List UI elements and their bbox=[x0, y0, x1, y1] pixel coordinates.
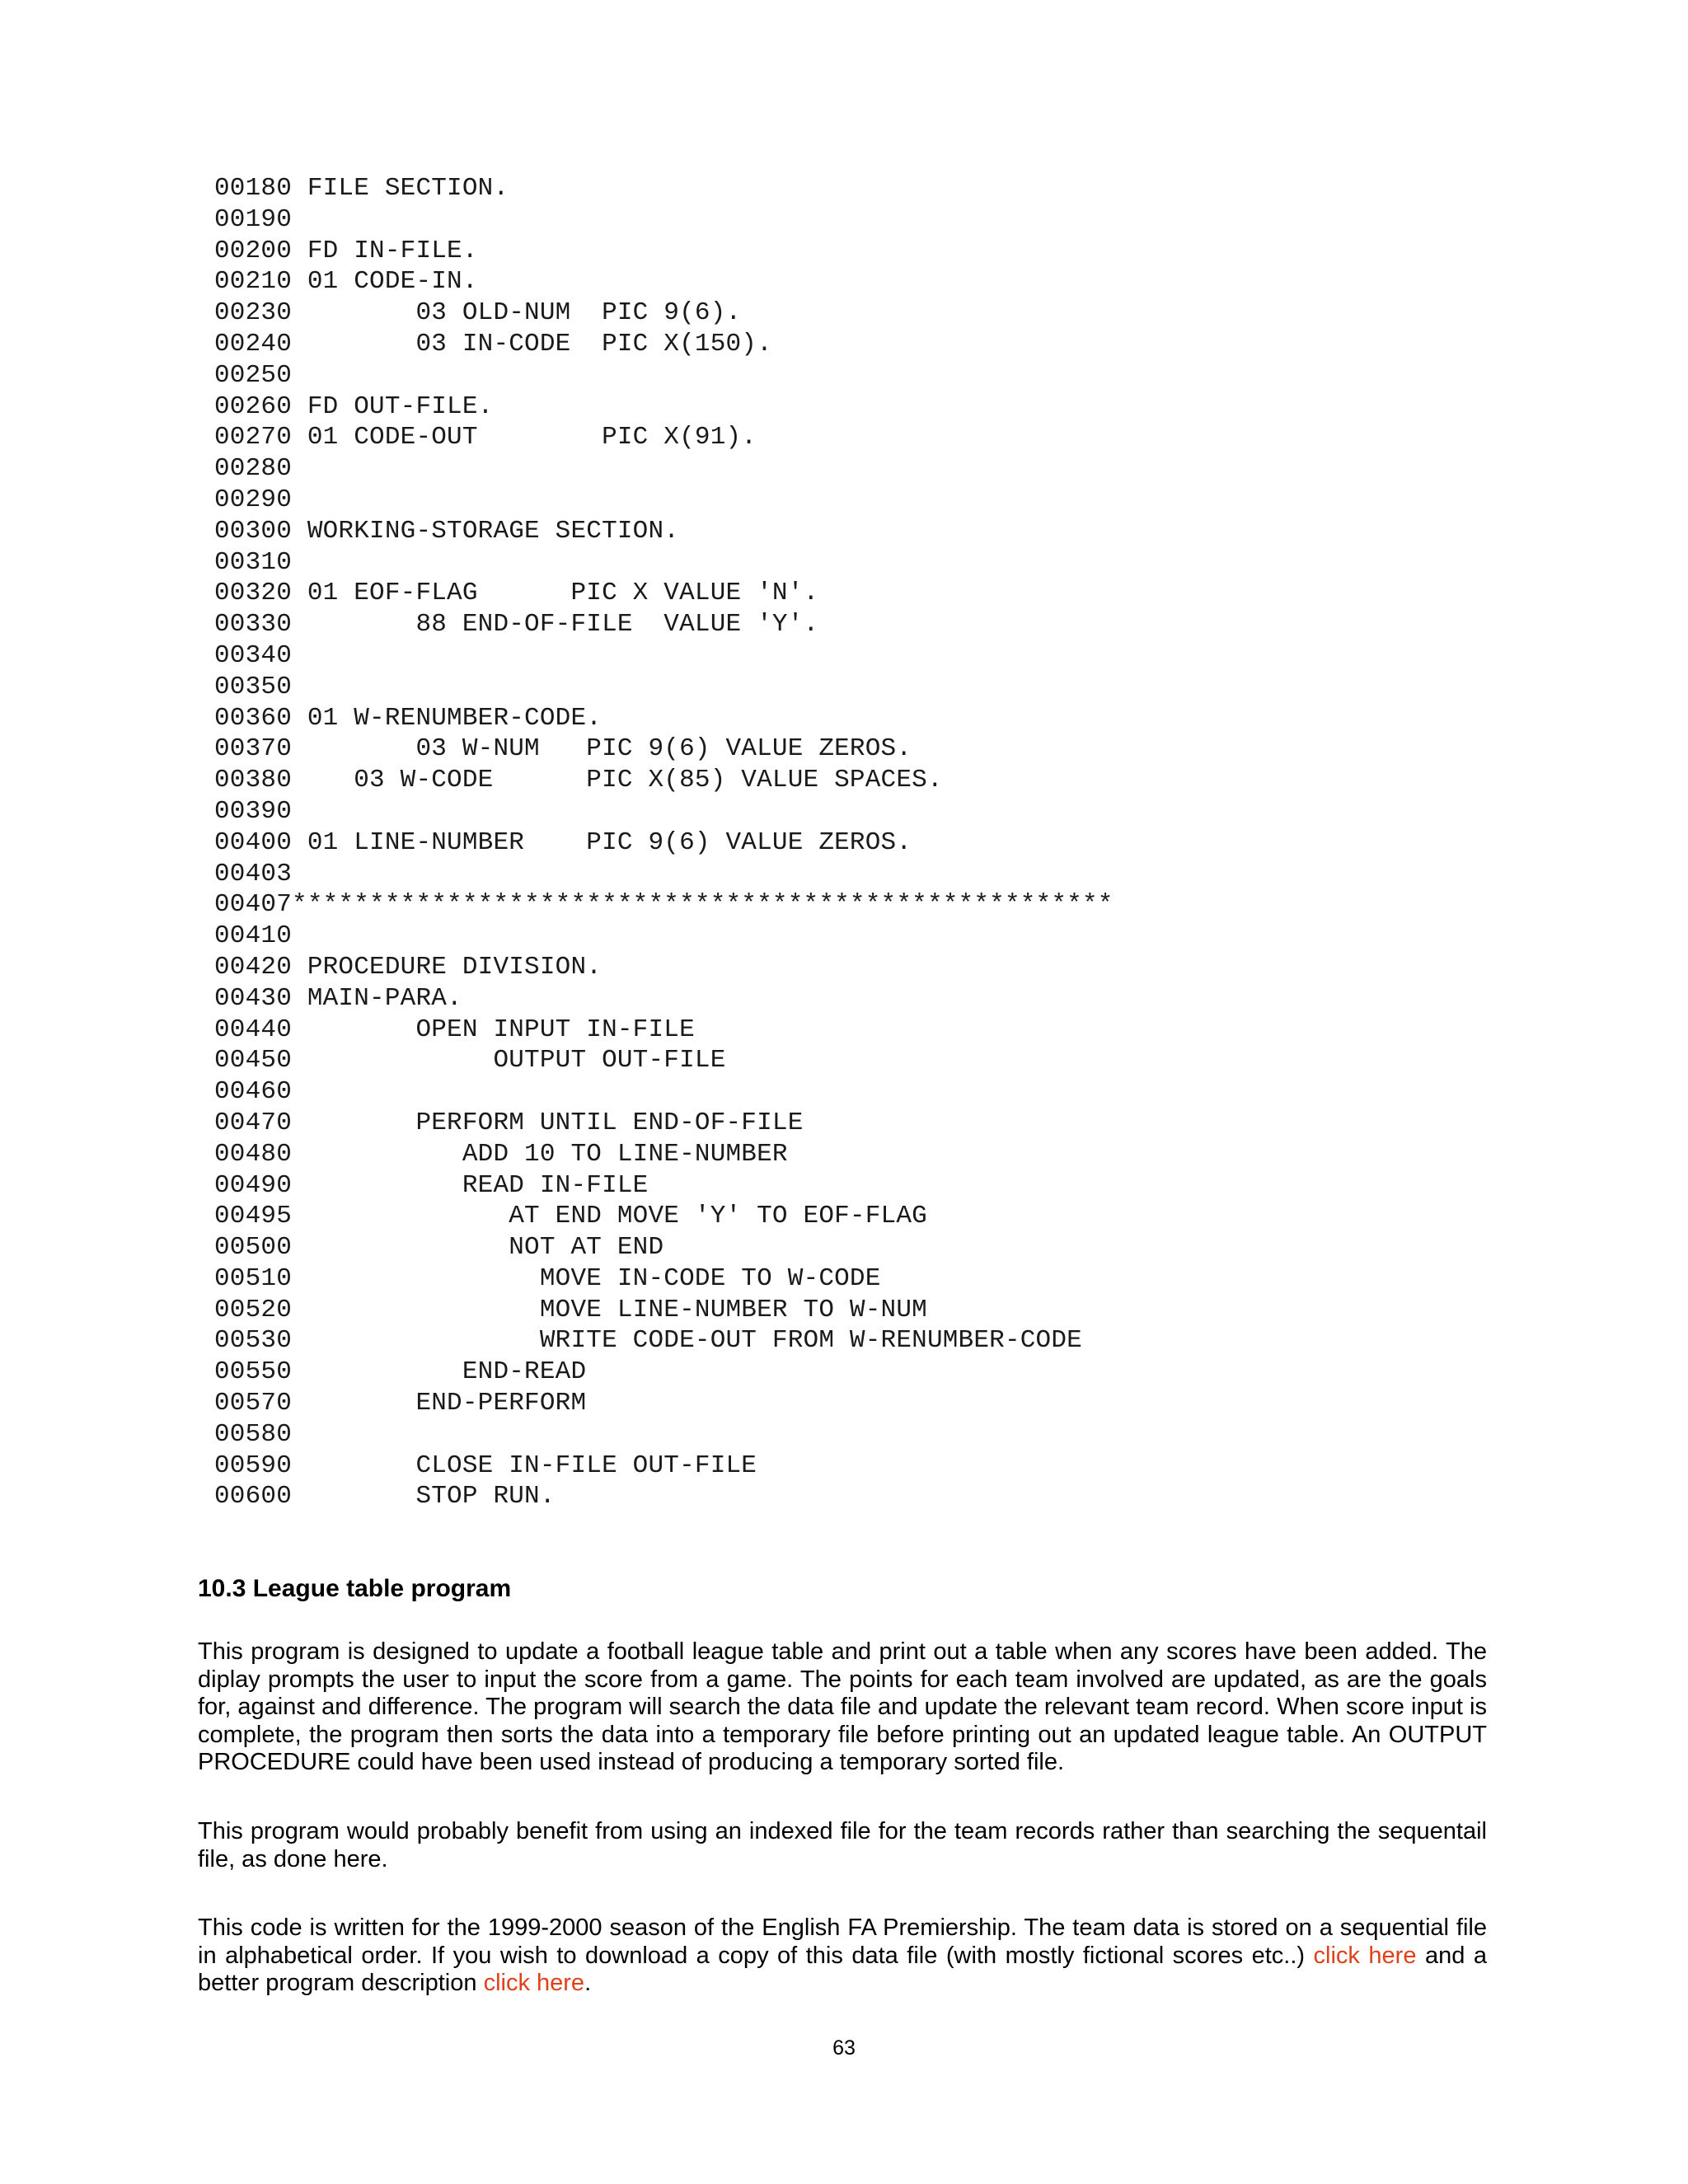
code-line: 00490 READ IN-FILE bbox=[214, 1170, 649, 1200]
paragraph-program-description: This program is designed to update a football league table and print out a table when any scores have been added. The diplay prompts the user to input the score from a game. The points for each team involved are updated, as are the goals for, against and difference. The program will search the data file and update the relevant team record. When score input is complete, the program then sorts the data into a temporary file before printing out an updated league table. An OUTPUT PROCEDURE could have been used instead of producing a temporary sorted file. bbox=[198, 1638, 1487, 1776]
paragraph-indexed-file-note: This program would probably benefit from using an indexed file for the team records rather than searching the sequentail file, as done here. bbox=[198, 1818, 1487, 1872]
page-number: 63 bbox=[832, 2036, 856, 2060]
code-line: 00390 bbox=[214, 796, 293, 826]
code-line: 00340 bbox=[214, 640, 293, 670]
code-line: 00495 AT END MOVE 'Y' TO EOF-FLAG bbox=[214, 1202, 927, 1231]
code-line: 00210 01 CODE-IN. bbox=[214, 267, 478, 297]
code-line: 00350 bbox=[214, 672, 293, 701]
code-line: 00510 MOVE IN-CODE TO W-CODE bbox=[214, 1263, 881, 1293]
code-line: 00230 03 OLD-NUM PIC 9(6). bbox=[214, 298, 742, 328]
code-line: 00190 bbox=[214, 204, 293, 234]
season-info-text-1: This code is written for the 1999-2000 season of the English FA Premiership. The team data is stored on a sequential file in alphabetical order. If you wish to download a copy of this data file (with mostly fictional scores etc..) bbox=[198, 1915, 1487, 1969]
code-line: 00260 FD OUT-FILE. bbox=[214, 391, 494, 421]
code-line: 00480 ADD 10 TO LINE-NUMBER bbox=[214, 1139, 788, 1169]
code-line: 00180 FILE SECTION. bbox=[214, 174, 509, 203]
code-line: 00403 bbox=[214, 859, 293, 888]
download-data-file-link[interactable]: click here bbox=[1313, 1942, 1417, 1969]
code-line: 00280 bbox=[214, 454, 293, 484]
code-line: 00580 bbox=[214, 1419, 293, 1449]
code-line: 00290 bbox=[214, 485, 293, 514]
code-line: 00250 bbox=[214, 360, 293, 390]
code-line: 00407***************************************************** bbox=[214, 890, 1114, 920]
code-line: 00200 FD IN-FILE. bbox=[214, 236, 478, 265]
code-line: 00550 END-READ bbox=[214, 1357, 587, 1387]
code-line: 00320 01 EOF-FLAG PIC X VALUE 'N'. bbox=[214, 579, 819, 608]
code-line: 00380 03 W-CODE PIC X(85) VALUE SPACES. bbox=[214, 766, 943, 795]
code-line: 00370 03 W-NUM PIC 9(6) VALUE ZEROS. bbox=[214, 734, 912, 764]
code-line: 00600 STOP RUN. bbox=[214, 1482, 556, 1511]
code-line: 00440 OPEN INPUT IN-FILE bbox=[214, 1015, 695, 1044]
season-info-text-2: and a better program description bbox=[198, 1942, 1487, 1997]
code-line: 00360 01 W-RENUMBER-CODE. bbox=[214, 703, 603, 733]
code-line: 00520 MOVE LINE-NUMBER TO W-NUM bbox=[214, 1295, 927, 1324]
code-line: 00460 bbox=[214, 1077, 293, 1107]
code-line: 00450 OUTPUT OUT-FILE bbox=[214, 1046, 726, 1076]
code-line: 00470 PERFORM UNTIL END-OF-FILE bbox=[214, 1108, 804, 1137]
code-line: 00590 CLOSE IN-FILE OUT-FILE bbox=[214, 1451, 757, 1480]
code-line: 00410 bbox=[214, 921, 293, 951]
code-line: 00240 03 IN-CODE PIC X(150). bbox=[214, 329, 772, 359]
code-line: 00420 PROCEDURE DIVISION. bbox=[214, 952, 603, 982]
code-line: 00300 WORKING-STORAGE SECTION. bbox=[214, 516, 680, 546]
section-heading: 10.3 League table program bbox=[198, 1575, 512, 1602]
code-line: 00310 bbox=[214, 547, 293, 577]
code-line: 00530 WRITE CODE-OUT FROM W-RENUMBER-CODE bbox=[214, 1326, 1082, 1356]
code-line: 00500 NOT AT END bbox=[214, 1233, 664, 1263]
code-line: 00400 01 LINE-NUMBER PIC 9(6) VALUE ZEROS. bbox=[214, 827, 912, 857]
code-line: 00430 MAIN-PARA. bbox=[214, 983, 462, 1013]
code-line: 00570 END-PERFORM bbox=[214, 1389, 587, 1418]
code-line: 00330 88 END-OF-FILE VALUE 'Y'. bbox=[214, 610, 819, 640]
season-info-text-3: . bbox=[584, 1970, 592, 1997]
cobol-code-listing bbox=[214, 173, 1114, 1512]
code-line: 00270 01 CODE-OUT PIC X(91). bbox=[214, 423, 757, 452]
program-description-link[interactable]: click here bbox=[483, 1970, 585, 1997]
paragraph-season-info bbox=[198, 1915, 1487, 1998]
